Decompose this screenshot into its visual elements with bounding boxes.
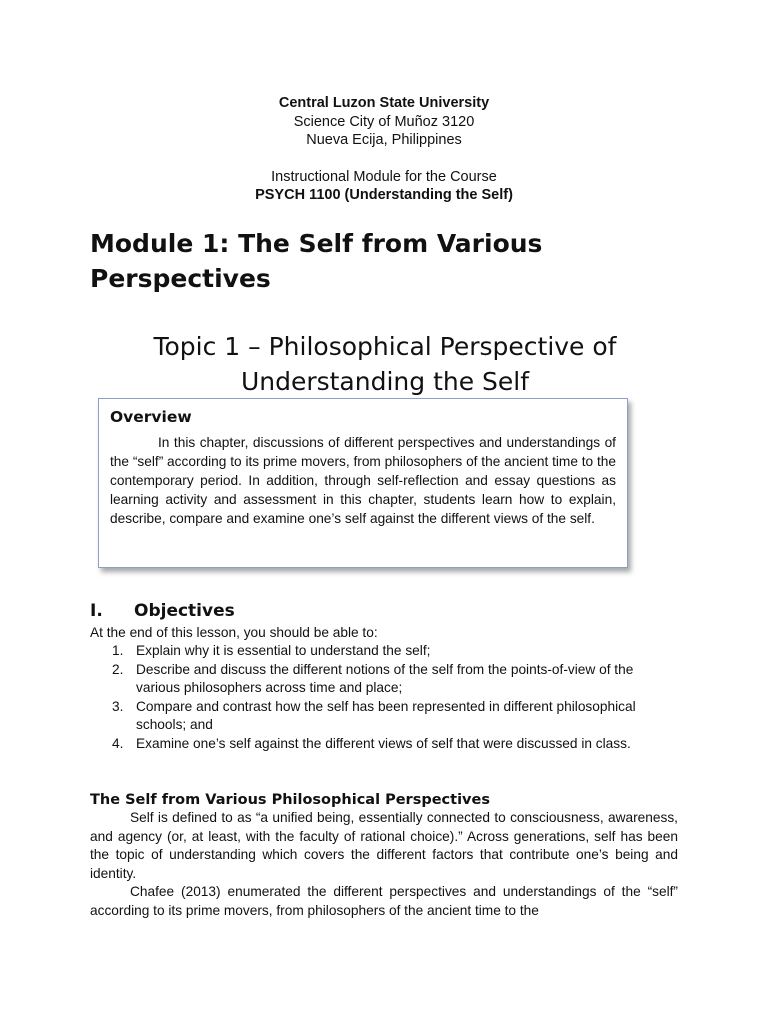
- objective-item: [90, 661, 650, 698]
- course-title: PSYCH 1100 (Understanding the Self): [255, 187, 513, 203]
- address-line-2: Nueva Ecija, Philippines: [306, 132, 462, 148]
- university-name: Central Luzon State University: [278, 95, 490, 111]
- objectives-intro: At the end of this lesson, you should be able to:: [90, 625, 378, 640]
- objective-number: 1.: [112, 643, 124, 658]
- objective-number: 2.: [112, 661, 124, 677]
- module-title: Module 1: The Self from Various Perspectives: [90, 229, 543, 293]
- section-body: [90, 809, 678, 920]
- objectives-numeral: I.: [90, 601, 103, 621]
- header-spacer: [0, 150, 768, 168]
- document-header: [0, 94, 768, 205]
- objective-text: Compare and contrast how the self has been represented in different philosophical schools; and: [136, 698, 636, 732]
- objective-item: [90, 698, 650, 735]
- section-heading: The Self from Various Philosophical Perspectives: [90, 792, 490, 808]
- objective-item: [90, 642, 650, 661]
- address-line-1: Science City of Muñoz 3120: [293, 113, 475, 130]
- objectives-heading-text: Objectives: [134, 601, 235, 621]
- objective-number: 4.: [112, 735, 124, 751]
- section-paragraph: Self is defined to as “a unified being, essentially connected to consciousness, awareness, and agency (or, at least, with the faculty of rational choice).” Across generations, self has been the topic of understanding which covers the different factors that contribute one’s being and identity.: [90, 810, 678, 881]
- objective-text: Examine one’s self against the different views of self that were discussed in class.: [136, 735, 631, 751]
- objective-number: 3.: [112, 698, 124, 714]
- overview-heading: Overview: [110, 408, 192, 426]
- objective-item: [90, 735, 650, 754]
- overview-box: [98, 398, 628, 568]
- objectives-list: [90, 642, 650, 753]
- section-paragraph: Chafee (2013) enumerated the different perspectives and understandings of the “self” according to its prime movers, from philosophers of the ancient time to the: [90, 884, 678, 918]
- topic-title: Topic 1 – Philosophical Perspective of Understanding the Self: [153, 332, 617, 396]
- objectives-heading: [90, 600, 235, 622]
- module-for-label: Instructional Module for the Course: [271, 168, 497, 185]
- objective-text: Describe and discuss the different notions of the self from the points-of-view of the various philosophers across time and place;: [136, 661, 634, 695]
- objective-text: Explain why it is essential to understand the self;: [136, 643, 431, 658]
- overview-body: In this chapter, discussions of different perspectives and understandings of the “self” according to its prime movers, from philosophers of the ancient time to the contemporary period. In addition, through self-reflection and essay questions as learning activity and assessment in this chapter, students learn how to explain, describe, compare and examine one’s self against the different views of the self.: [110, 435, 616, 526]
